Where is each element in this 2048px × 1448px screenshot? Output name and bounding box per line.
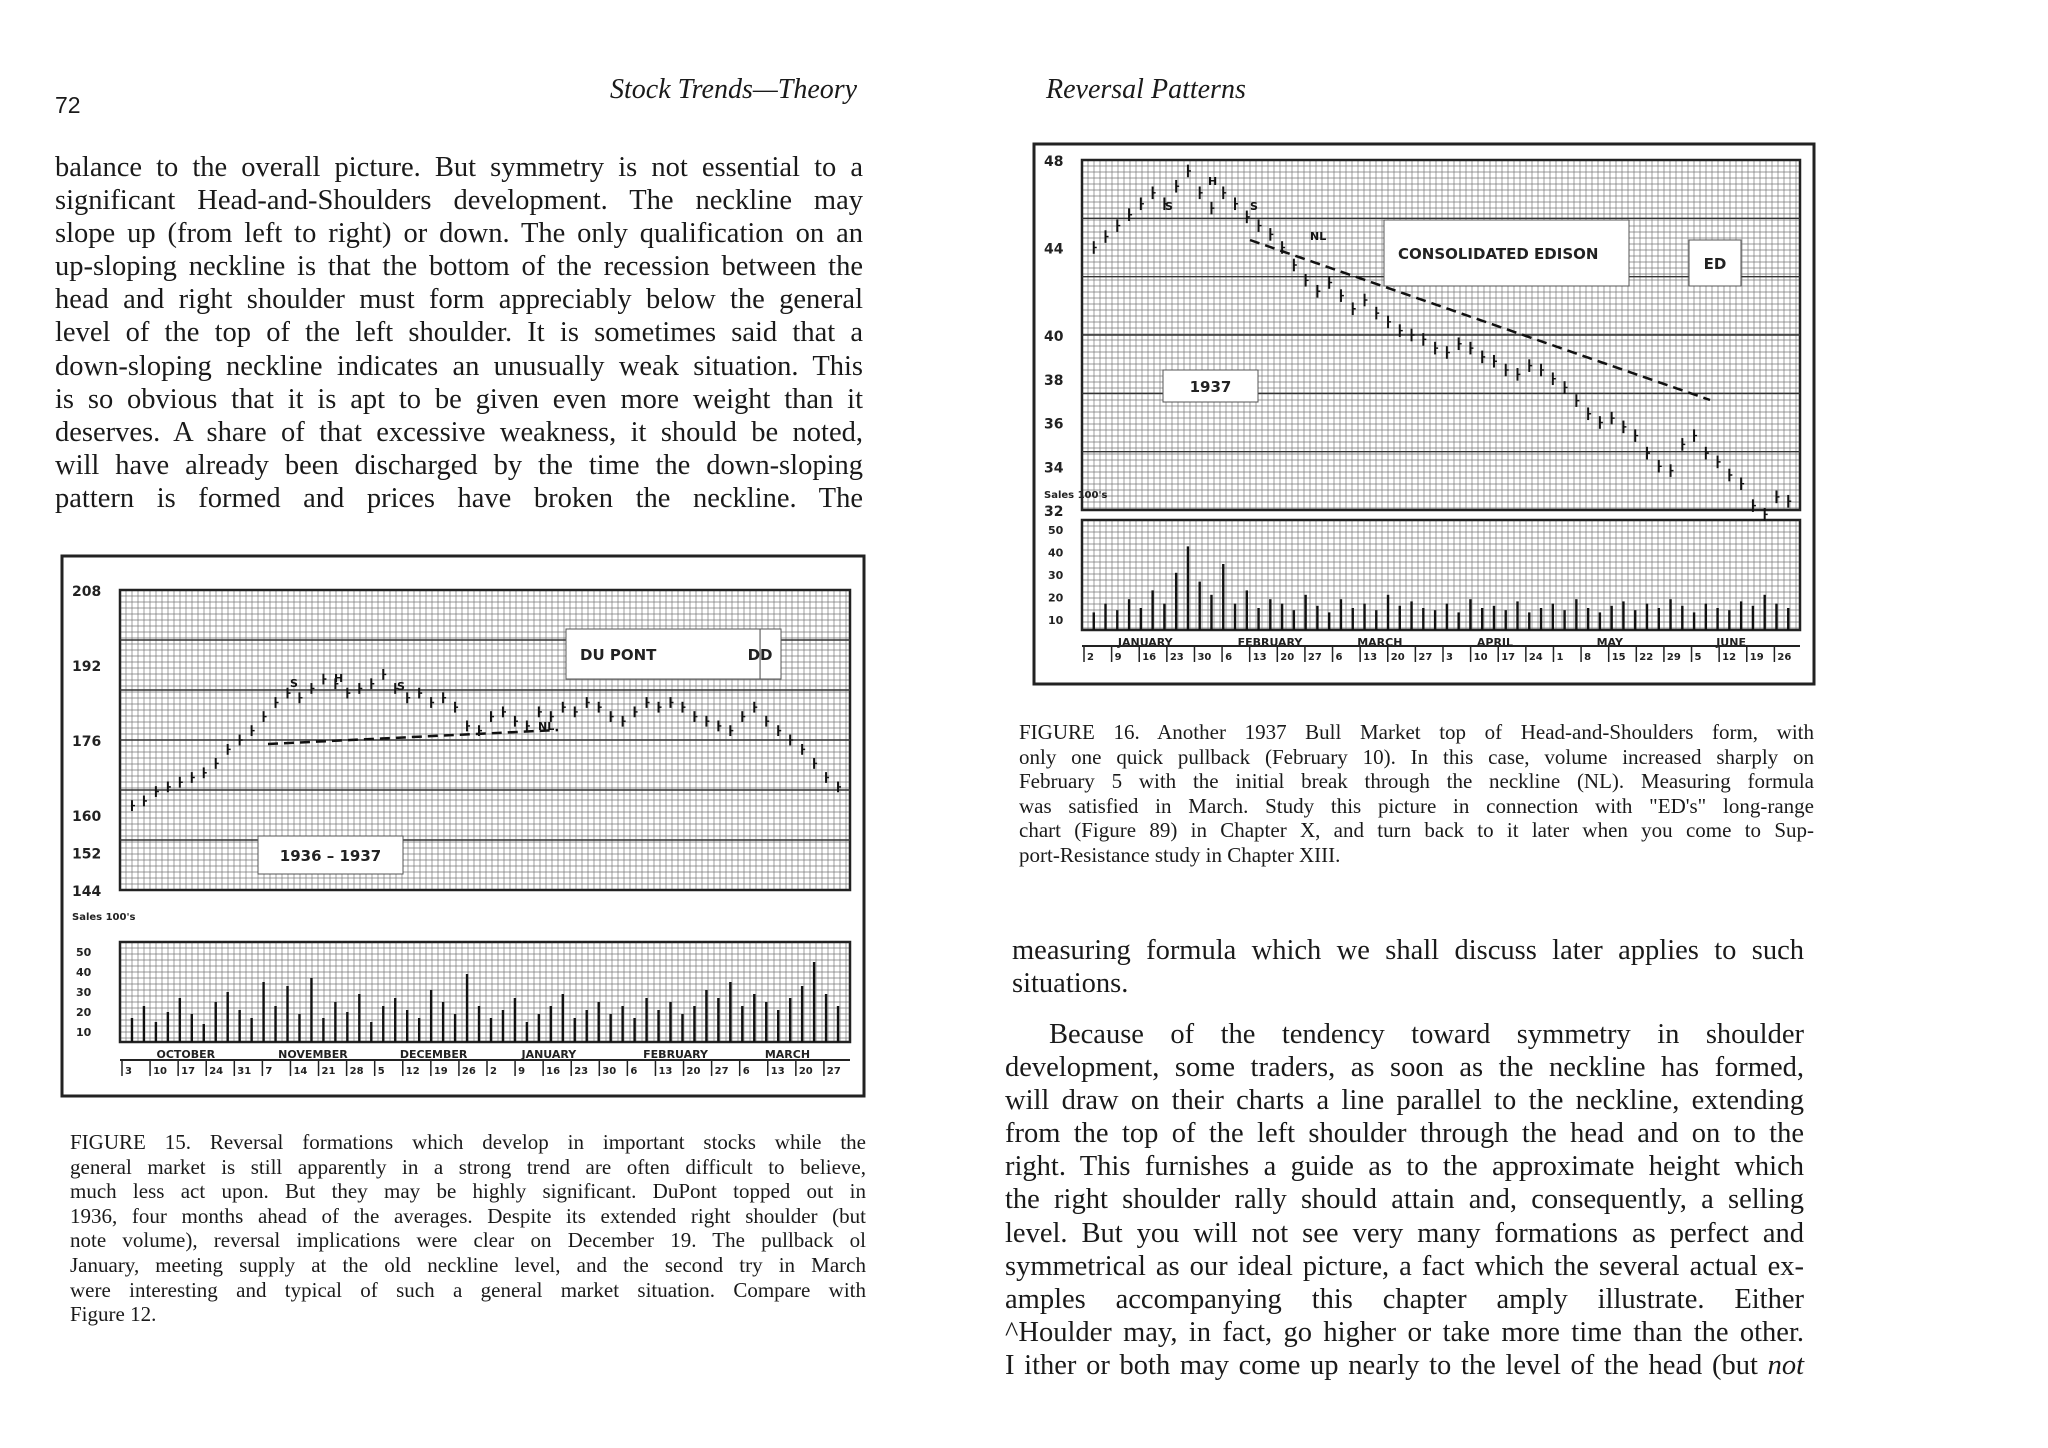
right-carryover-text [1012,934,1804,1000]
date-label: 3 [1446,652,1453,663]
caption-line: FIGURE 15. Reversal formations which develop in important stocks while the [70,1130,866,1154]
date-label: 5 [377,1066,385,1077]
date-label: 20 [1390,652,1405,663]
date-label: 23 [574,1066,589,1077]
text-line: will have already been discharged by the time the down-sloping [55,449,863,481]
text-line: up-sloping neckline is that the bottom of the recession between the [55,251,863,283]
caption-line: FIGURE 16. Another 1937 Bull Market top of Head-and-Shoulders form, with [1019,720,1814,744]
volume-tick-label: 20 [76,1006,92,1019]
y-tick-label: 38 [1044,372,1064,389]
date-label: 13 [1363,652,1378,663]
running-head-right: Reversal Patterns [1046,74,1246,105]
date-label: 5 [1694,652,1702,663]
date-label: 8 [1584,652,1592,663]
y-tick-label: 176 [72,734,102,750]
caption-line: only one quick pullback (February 10). In this case, volume increased sharply on [1019,744,1814,769]
caption-line: were interesting and typical of such a general market situation. Compare with [70,1277,866,1302]
figure-16-chart [1030,140,1820,700]
pattern-annotation: NL [1310,230,1327,243]
volume-label: Sales 100's [72,912,136,923]
volume-tick-label: 10 [1048,614,1064,627]
y-tick-label: 144 [72,884,102,900]
date-label: 27 [1307,652,1322,663]
date-label: 13 [658,1066,673,1077]
text-line: Because of the tendency toward symmetry in shoulder [1049,1019,1804,1050]
date-label: 13 [770,1066,785,1077]
caption-line: was satisfied in March. Study this picture in connection with "ED's" long-range [1019,793,1814,818]
month-label: JANUARY [521,1048,577,1061]
volume-tick-label: 20 [1048,591,1064,605]
y-tick-label: 34 [1044,460,1064,477]
date-label: 12 [1722,652,1737,663]
date-label: 31 [237,1066,252,1077]
text-line: pattern is formed and prices have broken the neckline. The [55,482,863,514]
month-label: MARCH [764,1048,811,1061]
date-label: 10 [1473,652,1488,663]
pattern-annotation: H [334,672,344,685]
caption-line: chart (Figure 89) in Chapter X, and turn back to it later when you come to Sup- [1019,818,1814,843]
right-body-paragraph [1005,1018,1804,1382]
date-label: 16 [1142,652,1157,663]
caption-line: 1936, four months ahead of the averages. Despite its extended right shoulder (but [70,1203,866,1228]
date-label: 26 [1777,652,1792,663]
figure-15-caption [70,1130,866,1327]
text-line: right. This furnishes a guide as to the approximate height which [1005,1151,1804,1183]
chart-title: CONSOLIDATED EDISON [1398,245,1599,263]
italic-word: not [1767,1349,1804,1381]
running-head-left: Stock Trends—Theory [610,74,858,105]
date-label: 6 [1335,652,1343,663]
pattern-annotation: S [1165,200,1173,213]
caption-line: February 5 with the initial break through the neckline (NL). Measuring formula [1019,769,1814,794]
y-tick-label: 44 [1044,241,1064,258]
caption-line: Figure 12. [70,1302,157,1327]
y-tick-label: 36 [1044,416,1064,433]
volume-tick-label: 40 [76,966,92,979]
text-line: level of the top of the left shoulder. It is sometimes said that a [55,317,863,349]
text-line: is so obvious that it is apt to be given even more weight than it [55,383,863,415]
date-label: 28 [349,1066,364,1077]
month-label: FEBRUARY [643,1048,708,1061]
text-line: I ither or both may come up nearly to the level of the head (but not [1005,1349,1804,1381]
date-label: 6 [1225,652,1233,663]
date-label: 19 [1749,652,1764,663]
date-label: 27 [826,1066,841,1077]
month-label: MARCH [1357,636,1403,649]
chart-symbol: DD [747,646,773,664]
month-label: MAY [1596,636,1623,649]
pattern-annotation: S [397,680,405,693]
y-tick-label: 152 [72,846,102,863]
date-label: 7 [265,1066,273,1077]
date-label: 19 [433,1066,448,1077]
chart-title: DU PONT [580,646,657,664]
pattern-annotation: S [1250,200,1258,213]
month-label: APRIL [1476,636,1514,649]
figure-15-chart [58,552,870,1104]
y-tick-label: 48 [1044,154,1064,170]
date-label: 20 [798,1066,813,1077]
text-line: down-sloping neckline indicates an unusually weak situation. This [55,350,863,382]
date-label: 9 [518,1066,526,1077]
left-body-paragraph [55,151,863,515]
date-label: 17 [1501,652,1516,663]
caption-line: much less act upon. But they may be highly significant. DuPont topped out in [70,1179,866,1204]
text-line: deserves. A share of that excessive weakness, it should be noted, [55,416,863,448]
volume-tick-label: 50 [1048,524,1064,537]
pattern-annotation: H [1208,175,1218,188]
date-label: 15 [1611,652,1626,663]
date-label: 12 [405,1066,420,1077]
text-line: balance to the overall picture. But symmetry is not essential to a [55,152,863,183]
month-label: NOVEMBER [278,1048,348,1061]
text-line: ^Houlder may, in fact, go higher or take more time than the other. [1005,1316,1804,1348]
pattern-annotation: S [290,677,298,690]
text-line: head and right shoulder must form appreciably below the general [55,284,863,316]
y-tick-label: 208 [72,584,102,600]
date-label: 2 [1087,652,1094,663]
figure-16-caption [1019,720,1814,868]
text-line: slope up (from left to right) or down. The only qualification on an [55,218,863,250]
text-line: will draw on their charts a line parallel to the neckline, extending [1005,1085,1804,1117]
date-label: 20 [686,1066,701,1077]
y-tick-label: 192 [72,659,102,675]
text-line: from the top of the left shoulder through the head and on to the [1005,1118,1804,1150]
date-label: 14 [293,1066,308,1077]
date-label: 26 [461,1066,476,1077]
date-label: 6 [742,1066,750,1077]
y-tick-label: 40 [1044,329,1064,345]
month-label: OCTOBER [156,1048,216,1061]
text-line: symmetrical as our ideal picture, a fact which the several actual ex- [1005,1250,1804,1282]
date-label: 16 [546,1066,561,1077]
text-line: development, some traders, as soon as the neckline has formed, [1005,1052,1804,1084]
month-label: DECEMBER [399,1048,468,1061]
volume-tick-label: 30 [1048,569,1064,582]
text-line: amples accompanying this chapter amply illustrate. Either [1005,1283,1804,1315]
pattern-annotation: NL [538,720,555,733]
month-label: JUNE [1716,636,1746,649]
date-label: 24 [209,1066,224,1077]
date-label: 13 [1252,652,1267,663]
date-label: 27 [1418,652,1433,663]
volume-label: Sales 100's [1044,490,1108,501]
text-line: the right shoulder rally should attain and, consequently, a selling [1005,1184,1804,1216]
caption-line: general market is still apparently in a strong trend are often difficult to believe, [70,1154,866,1179]
month-label: JANUARY [1117,636,1173,649]
date-label: 30 [602,1066,617,1077]
date-label: 9 [1114,652,1122,663]
volume-tick-label: 30 [76,986,92,999]
chart-symbol: ED [1703,255,1727,273]
period-label: 1936 – 1937 [279,847,382,865]
volume-tick-label: 10 [76,1026,92,1039]
date-label: 29 [1666,652,1681,663]
date-label: 30 [1197,652,1212,663]
text-line: level. But you will not see very many formations as perfect and [1005,1217,1804,1249]
date-label: 23 [1169,652,1184,663]
text-line: situations. [1012,968,1129,1000]
date-label: 6 [630,1066,638,1077]
period-label: 1937 [1189,378,1232,396]
caption-line: note volume), reversal implications were clear on December 19. The pullback ol [70,1228,866,1253]
date-label: 27 [714,1066,729,1077]
date-label: 1 [1556,652,1564,663]
date-label: 20 [1280,652,1295,663]
volume-tick-label: 40 [1048,546,1064,560]
text-line: measuring formula which we shall discuss later applies to such [1012,935,1804,966]
date-label: 21 [321,1066,336,1077]
volume-tick-label: 50 [76,946,92,959]
y-tick-label: 160 [72,809,102,825]
month-label: FEBRUARY [1237,636,1303,649]
text-line: significant Head-and-Shoulders development. The neckline may [55,185,863,217]
date-label: 17 [181,1066,196,1077]
y-tick-label: 32 [1044,504,1064,520]
date-label: 3 [125,1066,132,1077]
page-number: 72 [55,92,81,118]
date-label: 2 [490,1066,497,1077]
caption-line: January, meeting supply at the old neckline level, and the second try in March [70,1252,866,1277]
date-label: 10 [153,1066,167,1077]
caption-line: port-Resistance study in Chapter XIII. [1019,842,1341,867]
date-label: 22 [1639,652,1654,663]
date-label: 24 [1528,652,1543,663]
